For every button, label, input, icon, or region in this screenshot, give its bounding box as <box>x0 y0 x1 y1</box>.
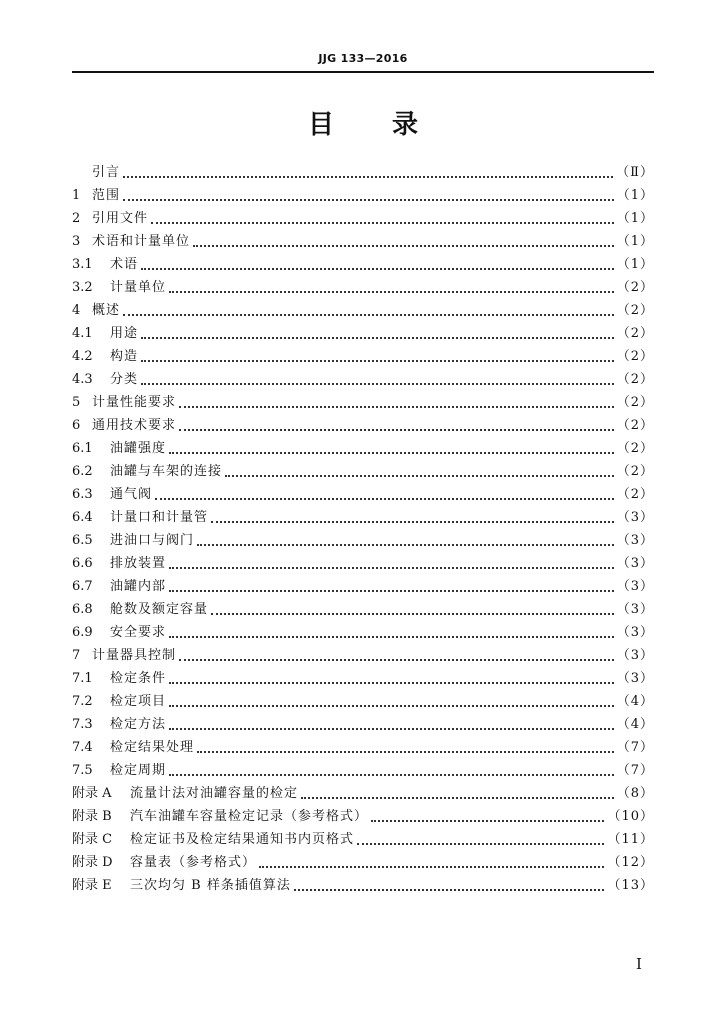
toc-entry-number: 7.3 <box>72 717 93 732</box>
toc-entry-number: 附录 E <box>72 878 112 893</box>
toc-entry <box>72 506 654 529</box>
toc-entry <box>72 759 654 782</box>
table-of-contents <box>72 161 654 897</box>
toc-entry-page: （1） <box>616 188 654 203</box>
toc-entry-number: 6.4 <box>72 510 93 525</box>
toc-entry-number: 3.2 <box>72 280 93 295</box>
toc-entry-page: （3） <box>616 510 654 525</box>
toc-leader-dots <box>169 728 614 730</box>
toc-entry-label: 构造 <box>110 349 139 364</box>
toc-leader-dots <box>197 751 614 753</box>
toc-entry-label: 检定结果处理 <box>110 740 195 755</box>
toc-leader-dots <box>211 613 614 615</box>
toc-entry <box>72 322 654 345</box>
toc-entry <box>72 828 654 851</box>
toc-entry <box>72 713 654 736</box>
toc-entry-label: 流量计法对油罐容量的检定 <box>130 786 299 801</box>
toc-entry <box>72 667 654 690</box>
toc-entry-number: 附录 C <box>72 832 113 847</box>
toc-entry <box>72 299 654 322</box>
toc-entry-label: 计量单位 <box>110 280 167 295</box>
toc-entry-label: 排放装置 <box>110 556 167 571</box>
toc-leader-dots <box>169 567 614 569</box>
toc-leader-dots <box>357 843 604 845</box>
toc-entry-number: 5 <box>72 395 81 410</box>
toc-entry-label: 油罐内部 <box>110 579 167 594</box>
toc-entry-label: 用途 <box>110 326 139 341</box>
toc-entry-label: 计量口和计量管 <box>110 510 209 525</box>
toc-entry-page: （8） <box>616 786 654 801</box>
toc-entry <box>72 207 654 230</box>
toc-entry-page: （12） <box>607 855 654 870</box>
toc-entry-label: 计量性能要求 <box>92 395 177 410</box>
toc-entry-page: （2） <box>616 349 654 364</box>
toc-entry-page: （3） <box>616 533 654 548</box>
toc-entry-label: 检定条件 <box>110 671 167 686</box>
toc-leader-dots <box>169 705 614 707</box>
toc-leader-dots <box>123 314 614 316</box>
toc-entry-number: 附录 D <box>72 855 113 870</box>
toc-entry-page: （3） <box>616 625 654 640</box>
toc-entry-page: （7） <box>616 740 654 755</box>
toc-leader-dots <box>141 337 614 339</box>
toc-entry-label: 检定周期 <box>110 763 167 778</box>
toc-entry-page: （4） <box>616 717 654 732</box>
toc-entry-number: 附录 A <box>72 786 112 801</box>
toc-leader-dots <box>169 452 614 454</box>
toc-entry <box>72 483 654 506</box>
toc-entry-page: （7） <box>616 763 654 778</box>
toc-entry <box>72 621 654 644</box>
toc-entry-page: （2） <box>616 418 654 433</box>
toc-entry-page: （3） <box>616 602 654 617</box>
toc-entry <box>72 230 654 253</box>
toc-leader-dots <box>155 498 614 500</box>
toc-entry <box>72 805 654 828</box>
toc-leader-dots <box>169 590 614 592</box>
toc-leader-dots <box>141 360 614 362</box>
toc-entry <box>72 253 654 276</box>
toc-entry <box>72 345 654 368</box>
toc-entry-number: 6.7 <box>72 579 93 594</box>
toc-leader-dots <box>141 383 614 385</box>
toc-entry-page: （3） <box>616 556 654 571</box>
toc-entry-label: 通气阀 <box>110 487 153 502</box>
toc-entry-number: 6.1 <box>72 441 93 456</box>
toc-entry-page: （2） <box>616 372 654 387</box>
toc-entry <box>72 368 654 391</box>
toc-entry-page: （11） <box>607 832 654 847</box>
toc-entry <box>72 460 654 483</box>
toc-entry-label: 进油口与阀门 <box>110 533 195 548</box>
toc-leader-dots <box>169 682 614 684</box>
toc-entry-number: 3 <box>72 234 81 249</box>
toc-leader-dots <box>197 544 614 546</box>
toc-entry-page: （3） <box>616 579 654 594</box>
toc-entry-page: （13） <box>607 878 654 893</box>
page-title: 目录 <box>307 110 476 140</box>
toc-entry <box>72 782 654 805</box>
toc-entry-label: 范围 <box>92 188 121 203</box>
toc-entry <box>72 184 654 207</box>
toc-entry-label: 计量器具控制 <box>92 648 177 663</box>
toc-entry-label: 三次均匀 B 样条插值算法 <box>130 878 291 893</box>
toc-entry-number: 6 <box>72 418 81 433</box>
toc-leader-dots <box>179 659 614 661</box>
toc-entry <box>72 161 654 184</box>
toc-entry-page: （2） <box>616 395 654 410</box>
header-rule <box>72 71 654 73</box>
toc-leader-dots <box>225 475 614 477</box>
toc-entry-page: （2） <box>616 303 654 318</box>
toc-leader-dots <box>169 774 614 776</box>
toc-entry-number: 附录 B <box>72 809 112 824</box>
toc-entry-number: 4.1 <box>72 326 93 341</box>
toc-entry-number: 1 <box>72 188 81 203</box>
toc-entry-number: 6.3 <box>72 487 93 502</box>
toc-entry-label: 检定证书及检定结果通知书内页格式 <box>130 832 355 847</box>
toc-entry-number: 7.5 <box>72 763 93 778</box>
toc-entry-page: （3） <box>616 648 654 663</box>
toc-entry-number: 6.8 <box>72 602 93 617</box>
toc-entry-label: 安全要求 <box>110 625 167 640</box>
toc-entry-number: 7.1 <box>72 671 93 686</box>
toc-entry-page: （2） <box>616 326 654 341</box>
toc-entry <box>72 414 654 437</box>
toc-entry <box>72 437 654 460</box>
toc-leader-dots <box>169 636 614 638</box>
toc-entry-page: （3） <box>616 671 654 686</box>
toc-entry-label: 通用技术要求 <box>92 418 177 433</box>
toc-entry <box>72 276 654 299</box>
toc-entry-page: （Ⅱ） <box>616 165 654 180</box>
toc-entry-label: 油罐与车架的连接 <box>110 464 223 479</box>
toc-leader-dots <box>179 406 614 408</box>
toc-leader-dots <box>294 889 605 891</box>
toc-entry <box>72 575 654 598</box>
toc-entry <box>72 690 654 713</box>
toc-entry-number: 6.6 <box>72 556 93 571</box>
toc-entry <box>72 644 654 667</box>
toc-entry <box>72 736 654 759</box>
toc-entry-label: 检定项目 <box>110 694 167 709</box>
toc-entry-page: （2） <box>616 487 654 502</box>
toc-entry-label: 检定方法 <box>110 717 167 732</box>
toc-entry-label: 术语和计量单位 <box>92 234 191 249</box>
toc-entry-label: 概述 <box>92 303 121 318</box>
toc-entry-label: 术语 <box>110 257 139 272</box>
toc-entry-label: 舱数及额定容量 <box>110 602 209 617</box>
toc-entry-label: 引言 <box>92 165 121 180</box>
toc-entry-number: 4 <box>72 303 81 318</box>
toc-leader-dots <box>123 176 613 178</box>
toc-entry-page: （1） <box>616 234 654 249</box>
toc-entry-number: 6.9 <box>72 625 93 640</box>
toc-leader-dots <box>259 866 604 868</box>
toc-leader-dots <box>151 222 614 224</box>
toc-entry-number: 7.4 <box>72 740 93 755</box>
toc-entry <box>72 529 654 552</box>
toc-entry <box>72 391 654 414</box>
toc-entry-page: （4） <box>616 694 654 709</box>
toc-entry-number: 3.1 <box>72 257 93 272</box>
toc-entry-number: 2 <box>72 211 81 226</box>
toc-entry-label: 汽车油罐车容量检定记录（参考格式） <box>130 809 369 824</box>
toc-entry-page: （2） <box>616 441 654 456</box>
toc-entry-number: 6.5 <box>72 533 93 548</box>
toc-entry-number: 6.2 <box>72 464 93 479</box>
toc-entry <box>72 874 654 897</box>
toc-leader-dots <box>211 521 614 523</box>
toc-entry-number: 7.2 <box>72 694 93 709</box>
toc-entry-label: 容量表（参考格式） <box>130 855 257 870</box>
page-number: Ⅰ <box>636 955 642 973</box>
toc-leader-dots <box>179 429 614 431</box>
toc-leader-dots <box>371 820 604 822</box>
toc-entry-page: （1） <box>616 211 654 226</box>
toc-leader-dots <box>123 199 614 201</box>
toc-leader-dots <box>301 797 614 799</box>
document-code-header: JJG 133—2016 <box>318 52 408 65</box>
toc-entry-page: （2） <box>616 464 654 479</box>
toc-entry <box>72 552 654 575</box>
toc-entry-page: （2） <box>616 280 654 295</box>
toc-entry-page: （10） <box>607 809 654 824</box>
toc-entry <box>72 598 654 621</box>
toc-entry-label: 油罐强度 <box>110 441 167 456</box>
toc-leader-dots <box>193 245 614 247</box>
toc-entry-number: 4.2 <box>72 349 93 364</box>
toc-entry-page: （1） <box>616 257 654 272</box>
toc-leader-dots <box>169 291 614 293</box>
toc-entry-number: 4.3 <box>72 372 93 387</box>
toc-entry-label: 引用文件 <box>92 211 149 226</box>
toc-entry-number: 7 <box>72 648 81 663</box>
toc-leader-dots <box>141 268 614 270</box>
toc-entry-label: 分类 <box>110 372 139 387</box>
toc-entry <box>72 851 654 874</box>
